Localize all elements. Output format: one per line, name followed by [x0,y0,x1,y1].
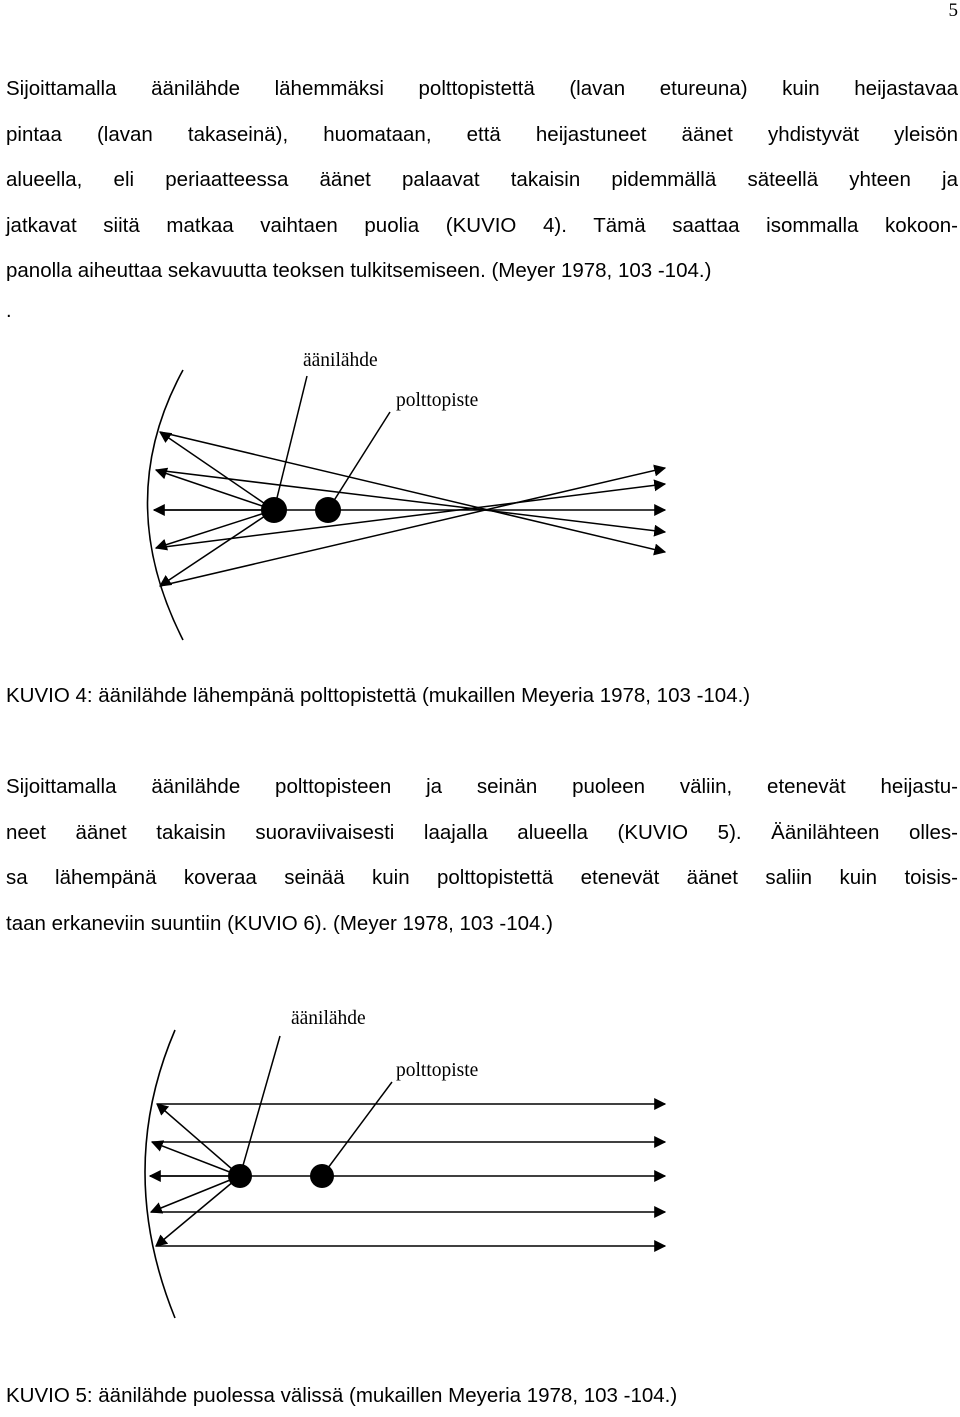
source-label: äänilähde [303,350,378,371]
paragraph-line: sa lähempänä koveraa seinää kuin polttopistettä etenevät äänet saliin kuin toisis- [6,866,958,889]
sound-source-dot [261,497,287,523]
paragraph-line: alueella, eli periaatteessa äänet palaavat takaisin pidemmällä säteellä yhteen ja [6,168,958,191]
focal-point-dot [310,1164,334,1188]
source-label: äänilähde [291,1008,366,1029]
paragraph-2 [6,764,958,946]
source-pointer [240,1036,280,1176]
focus-pointer [322,1082,392,1176]
sound-source-dot [228,1164,252,1188]
focus-label: polttopiste [396,1060,479,1081]
source-pointer [274,376,307,510]
figure-4-caption: KUVIO 4: äänilähde lähempänä polttopistettä (mukaillen Meyeria 1978, 103 -104.) [6,684,751,707]
paragraph-line: panolla aiheuttaa sekavuutta teoksen tulkitsemiseen. (Meyer 1978, 103 -104.) [6,259,712,282]
paragraph-line: Sijoittamalla äänilähde polttopisteen ja seinän puoleen väliin, etenevät heijastu- [6,775,958,798]
incident-rays [150,1104,240,1246]
paragraph-line: taan erkaneviin suuntiin (KUVIO 6). (Meyer 1978, 103 -104.) [6,911,553,935]
focus-label: polttopiste [396,390,479,411]
paragraph-line: jatkavat siitä matkaa vaihtaen puolia (KUVIO 4). Tämä saattaa isommalla kokoon- [6,213,958,237]
reflected-rays [150,1104,665,1246]
page-number: 5 [948,0,958,21]
concave-wall [148,370,184,640]
paragraph-line: pintaa (lavan takaseinä), huomataan, että heijastuneet äänet yhdistyvät yleisön [6,122,958,146]
figure-5-caption: KUVIO 5: äänilähde puolessa välissä (mukaillen Meyeria 1978, 103 -104.) [6,1384,678,1407]
figure-4-diagram [0,340,960,660]
concave-wall [145,1030,175,1318]
reflected-rays [154,432,665,586]
paragraph-line: neet äänet takaisin suoraviivaisesti laajalla alueella (KUVIO 5). Äänilähteen olles- [6,820,958,844]
focal-point-dot [315,497,341,523]
figure-5-diagram [0,1000,960,1330]
paragraph-1 [6,66,958,294]
paragraph-line: Sijoittamalla äänilähde lähemmäksi polttopistettä (lavan etureuna) kuin heijastavaa [6,77,958,100]
stray-dot: . [6,300,12,322]
